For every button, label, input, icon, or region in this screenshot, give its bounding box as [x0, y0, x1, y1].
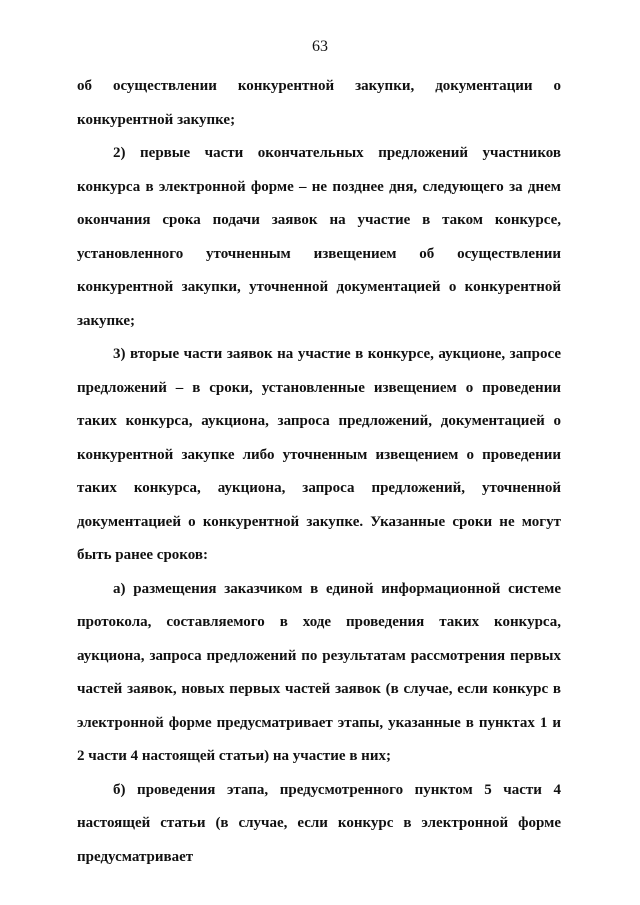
paragraph-subitem-a: а) размещения заказчиком в единой информационной системе протокола, составляемого в ходе проведения таких конкурса, аукциона, запроса предложений по результатам рассмотрения первых частей заявок, новых первых частей заявок (в случае, если конкурс в электронной форме предусматривает этапы, указанные в пунктах 1 и 2 части 4 настоящей статьи) на участие в них; — [77, 580, 561, 764]
document-body — [77, 70, 561, 874]
paragraph-continuation: об осуществлении конкурентной закупки, документации о конкурентной закупке; — [77, 78, 561, 128]
paragraph-subitem-b: б) проведения этапа, предусмотренного пунктом 5 части 4 настоящей статьи (в случае, если конкурс в электронной форме предусматривает — [77, 781, 561, 865]
page-number: 63 — [312, 38, 328, 55]
paragraph-item-2: 2) первые части окончательных предложений участников конкурса в электронной форме – не позднее дня, следующего за днем окончания срока подачи заявок на участие в таком конкурсе, установленного уточненным извещением об осуществлении конкурентной закупки, уточненной документацией о конкурентной закупке; — [77, 145, 561, 329]
paragraph-item-3: 3) вторые части заявок на участие в конкурсе, аукционе, запросе предложений – в сроки, установленные извещением о проведении таких конкурса, аукциона, запроса предложений, документацией о конкурентной закупке либо уточненным извещением о проведении таких конкурса, аукциона, запроса предложений, уточненной документацией о конкурентной закупке. Указанные сроки не могут быть ранее сроков: — [77, 346, 561, 563]
